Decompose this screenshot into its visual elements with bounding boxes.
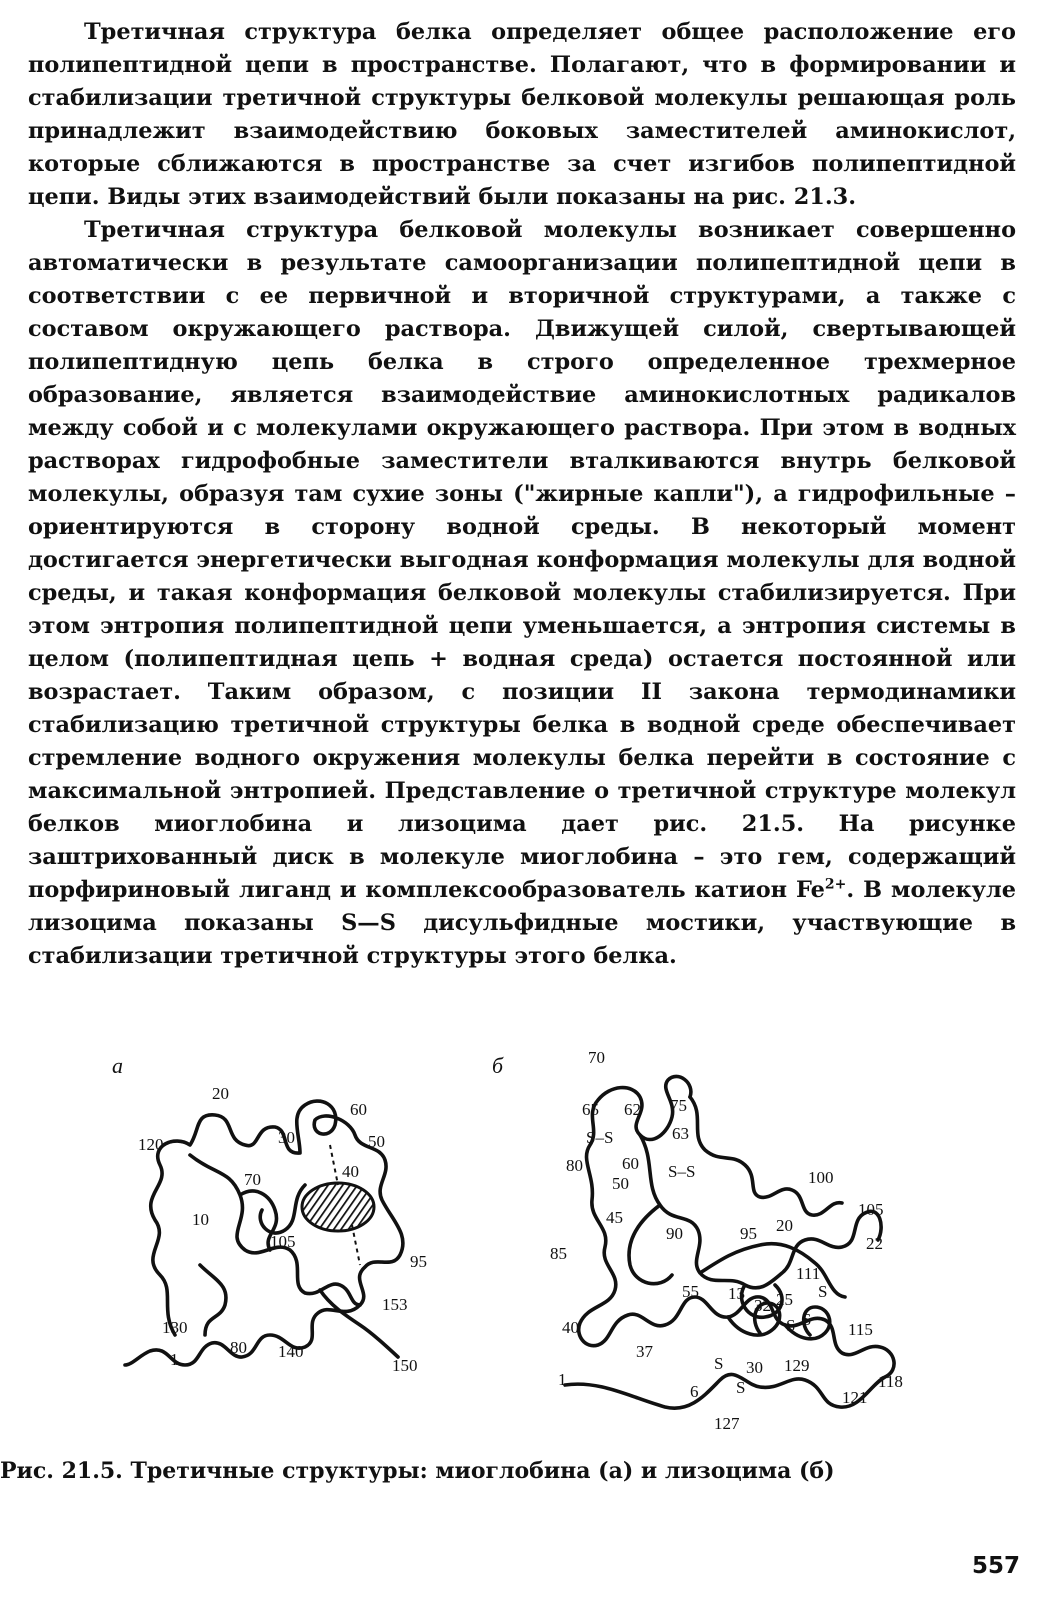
label-b-s-5: S (736, 1378, 746, 1397)
label-b-95: 95 (740, 1224, 757, 1243)
paragraph-1-lead: Третичная структура белка (84, 19, 472, 45)
label-a-50: 50 (368, 1132, 385, 1151)
paragraph-2-text-a: Третичная структура белковой молекулы возникает совершенно автоматически в результате самоорганизации полипептидной цепи в соответствии с ее первичной и вторичной структурами, а также с составом окружающего раствора. Движущей силой, свертывающей полипептидную цепь белка в строго определенное трехмерное образование, является взаимодействие аминокислотных радикалов между собой и с молекулами окружающего раствора. При этом в водных растворах гидрофобные заместители вталкиваются внутрь белковой молекулы, образуя там сухие зоны ("жирные капли"), а гидрофильные – ориентируются в сторону водной среды. В некоторый момент достигается энергетически выгодная конформация молекулы для водной среды, и такая конформация белковой молекулы стабилизируется. При этом энтропия полипептидной цепи уменьшается, а энтропия системы в целом (полипептидная цепь + водная среда) остается постоянной или возрастает. Таким образом, с позиции II закона термодинамики стабилизацию третичной структуры белка в водной среде обеспечивает стремление водного окружения молекулы белка перейти в состояние с максимальной энтропией. Представление о третичной структуре молекул белков миоглобина и лизоцима дает рис. 21.5. На рисунке заштрихованный диск в молекуле миоглобина – это гем, содержащий порфириновый лиганд и комплексообразователь катион Fe (28, 217, 1016, 903)
label-b-ss-1: S–S (586, 1128, 614, 1147)
myoglobin-inner-loops (190, 1155, 398, 1357)
label-b-85: 85 (550, 1244, 567, 1263)
figure-21-5 (0, 1035, 988, 1435)
label-a-20: 20 (212, 1084, 229, 1103)
lysozyme-chain (565, 1076, 894, 1408)
heme-disk (302, 1183, 374, 1231)
label-b-55: 55 (682, 1282, 699, 1301)
label-b-111: 111 (796, 1264, 821, 1283)
myoglobin-diagram (112, 1053, 427, 1375)
figure-illustration (0, 1035, 1042, 1445)
paragraph-1-text: определяет общее расположение его полипептидной цепи в пространстве. Полагают, что в формировании и стабилизации третичной структуры белковой молекулы решающая роль принадлежит взаимодействию боковых заместителей аминокислот, которые сближаются в пространстве за счет изгибов полипептидной цепи. Виды этих взаимодействий были показаны на рис. 21.3. (28, 19, 1016, 210)
label-b-60: 60 (622, 1154, 639, 1173)
label-b-65: 65 (582, 1100, 599, 1119)
panel-b-letter: б (492, 1053, 504, 1078)
label-a-60: 60 (350, 1100, 367, 1119)
label-b-s-4: S (714, 1354, 724, 1373)
label-b-s-1: S (818, 1282, 828, 1301)
figure-caption: Рис. 21.5. Третичные структуры: миоглобина (а) и лизоцима (б) (0, 1458, 835, 1484)
panel-a-letter: а (112, 1053, 123, 1078)
label-a-105: 105 (270, 1232, 296, 1251)
paragraph-2 (28, 214, 1016, 973)
label-b-80: 80 (566, 1156, 583, 1175)
label-b-13: 13 (728, 1284, 745, 1303)
label-b-63: 63 (672, 1124, 689, 1143)
label-b-6: 6 (690, 1382, 699, 1401)
label-b-70: 70 (588, 1048, 605, 1067)
label-b-25: 25 (776, 1290, 793, 1309)
label-a-150: 150 (392, 1356, 418, 1375)
label-b-45: 45 (606, 1208, 623, 1227)
label-b-40: 40 (562, 1318, 579, 1337)
label-a-130: 130 (162, 1318, 188, 1337)
label-b-129: 129 (784, 1356, 810, 1375)
label-b-100: 100 (808, 1168, 834, 1187)
paragraph-2-text-b: . В молекуле лизоцима показаны S—S дисульфидные мостики, участвующие в стабилизации третичной структуры этого белка. (28, 877, 1017, 969)
label-a-10: 10 (192, 1210, 209, 1229)
label-b-32: 32 (754, 1296, 771, 1315)
label-a-80: 80 (230, 1338, 247, 1357)
label-a-140: 140 (278, 1342, 304, 1361)
label-a-120: 120 (138, 1135, 164, 1154)
label-b-30: 30 (746, 1358, 763, 1377)
label-b-118: 118 (878, 1372, 903, 1391)
label-b-90: 90 (666, 1224, 683, 1243)
label-b-115: 115 (848, 1320, 873, 1339)
lysozyme-diagram (492, 1048, 903, 1433)
label-b-50: 50 (612, 1174, 629, 1193)
label-a-40: 40 (342, 1162, 359, 1181)
label-b-37: 37 (636, 1342, 653, 1361)
iron-charge-superscript: 2+ (824, 876, 847, 893)
label-b-127: 127 (714, 1414, 740, 1433)
label-b-s-3: S (802, 1310, 812, 1329)
label-a-95: 95 (410, 1252, 427, 1271)
label-b-75: 75 (670, 1096, 687, 1115)
page-body (28, 16, 1016, 973)
label-b-62: 62 (624, 1100, 641, 1119)
label-b-s-2: S (786, 1316, 796, 1335)
label-a-153: 153 (382, 1295, 408, 1314)
label-a-1: 1 (170, 1350, 179, 1369)
label-b-22: 22 (866, 1234, 883, 1253)
page-number: 557 (971, 1553, 1020, 1579)
label-b-105: 105 (858, 1200, 884, 1219)
paragraph-1 (28, 16, 1016, 214)
label-b-ss-2: S–S (668, 1162, 696, 1181)
label-b-20: 20 (776, 1216, 793, 1235)
label-b-1: 1 (558, 1370, 567, 1389)
label-a-30: 30 (278, 1128, 295, 1147)
label-b-121: 121 (842, 1388, 868, 1407)
label-a-70: 70 (244, 1170, 261, 1189)
